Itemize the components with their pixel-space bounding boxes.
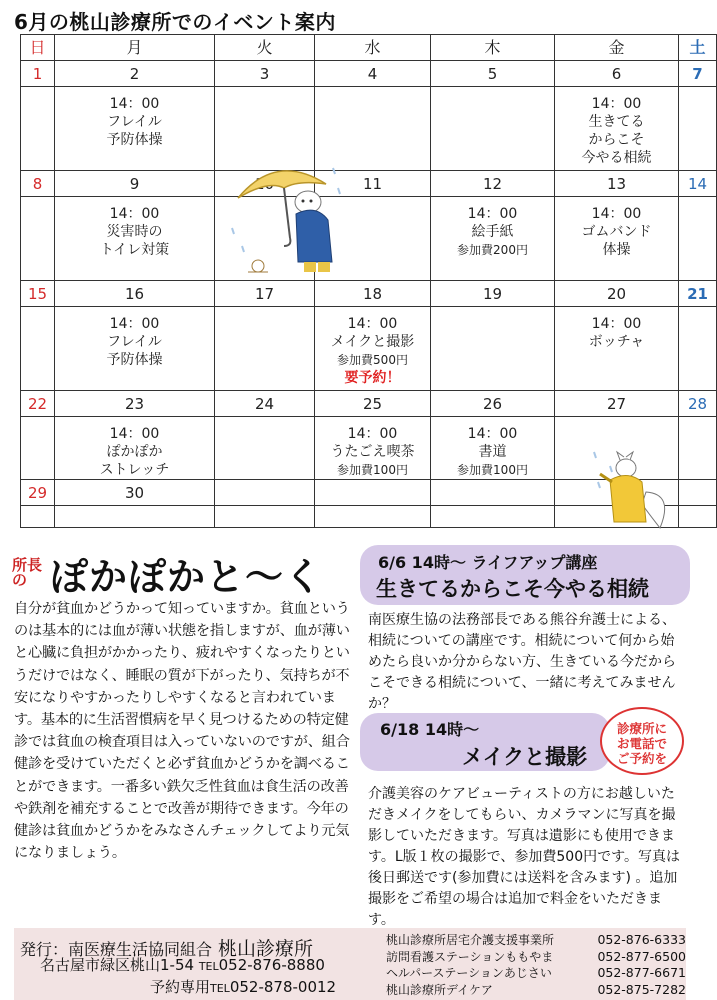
weekday-header: 土 [679,35,717,61]
day-events-cell [679,307,717,391]
day-number: 30 [55,480,215,506]
event-line: 参加費100円 [457,463,528,477]
callout-line: ご予約を [616,751,667,766]
day-events-cell [215,417,315,480]
day-number: 7 [679,61,717,87]
day-events-cell [21,506,55,528]
day-events-cell [679,506,717,528]
day-number: 11 [315,171,431,197]
weekday-header-row [21,35,717,61]
day-number: 17 [215,281,315,307]
event-line: 参加費200円 [457,243,528,257]
event-line: 14：00 [347,426,398,442]
day-number [431,480,555,506]
event-line: 14：00 [591,206,642,222]
event-line: ゴムバンド [581,224,652,240]
event-line: 14：00 [591,316,642,332]
day-number: 24 [215,391,315,417]
column-title-text: ぽかぽかと～く [50,555,324,599]
event-line: フレイル [107,114,162,130]
day-events-cell [431,87,555,171]
week-event-row [21,87,717,171]
week-daynum-row [21,171,717,197]
day-number: 21 [679,281,717,307]
week-daynum-row [21,281,717,307]
day-events-cell [555,307,679,391]
day-number: 1 [21,61,55,87]
tel-number: 052-876-8880 [218,956,325,974]
weekday-header: 木 [431,35,555,61]
day-number: 19 [431,281,555,307]
week-daynum-row [21,61,717,87]
tel-label: TEL [198,960,219,973]
weekday-header: 金 [555,35,679,61]
callout-line: 診療所に [616,721,667,736]
day-events-cell [431,506,555,528]
address: 名古屋市緑区桃山1-54 [40,956,195,974]
day-events-cell [679,197,717,281]
day-events-cell [21,87,55,171]
day-events-cell [679,417,717,480]
column-title [10,544,350,600]
column-prefix: 所長の [12,556,43,589]
day-number: 6 [555,61,679,87]
reserve-label: 予約専用 [150,978,211,996]
day-number: 22 [21,391,55,417]
day-number: 9 [55,171,215,197]
event2-date: 6/18 14時～ [380,720,480,739]
event1-title: 生きてるからこそ今やる相続 [376,577,649,601]
day-events-cell [21,417,55,480]
office-name: 桃山診療所デイケア [386,982,493,997]
event-line: 予防体操 [106,352,163,368]
day-number [679,480,717,506]
day-events-cell [315,506,431,528]
umbrella-bear-illustration [228,158,348,280]
day-number: 18 [315,281,431,307]
day-number: 13 [555,171,679,197]
event-line: 絵手紙 [471,224,514,240]
tel-label: TEL [210,982,230,995]
day-events-cell [21,197,55,281]
day-events-cell [55,307,215,391]
day-events-cell [21,307,55,391]
event-line: ぽかぽか [106,444,163,460]
day-number: 28 [679,391,717,417]
office-list [386,932,686,998]
day-number [315,480,431,506]
event-line: うたごえ喫茶 [330,444,415,460]
day-number: 4 [315,61,431,87]
weekday-header: 水 [315,35,431,61]
footer-reserve-line [150,976,336,997]
event-line: ボッチャ [588,334,645,350]
footer-address-line [40,954,325,975]
day-events-cell [679,87,717,171]
event-line: メイクと撮影 [330,334,415,350]
day-events-cell [431,197,555,281]
day-events-cell [431,417,555,480]
office-name: 訪問看護ステーションももやま [386,949,554,964]
day-events-cell [215,506,315,528]
event1-date: 6/6 14時～ ライフアップ講座 [378,553,598,572]
week-daynum-row [21,391,717,417]
day-number: 26 [431,391,555,417]
weekday-header: 火 [215,35,315,61]
day-events-cell [55,506,215,528]
publisher-name: 発行：南医療生活協同組合 [20,940,213,959]
day-number: 5 [431,61,555,87]
office-row [386,932,686,949]
event-line: 14：00 [109,316,160,332]
event-line: トイレ対策 [99,242,170,258]
fox-raincoat-illustration [590,430,670,534]
day-number: 8 [21,171,55,197]
office-tel: 052-877-6671 [597,965,686,980]
day-number: 16 [55,281,215,307]
office-row [386,965,686,982]
day-events-cell [55,87,215,171]
office-row [386,949,686,966]
reservation-callout [600,707,684,775]
day-events-cell [55,197,215,281]
reserve-tel: 052-878-0012 [229,978,337,996]
day-number: 25 [315,391,431,417]
day-events-cell [215,307,315,391]
event-line: 今やる相続 [581,150,652,166]
event-line: 書道 [478,444,507,460]
event-line: 災害時の [106,224,163,240]
day-number: 20 [555,281,679,307]
event-line: 14：00 [467,426,518,442]
day-number: 15 [21,281,55,307]
day-events-cell [55,417,215,480]
clinic-name: 桃山診療所 [218,938,314,960]
day-number: 14 [679,171,717,197]
event2-description: 介護美容のケアビューティストの方にお越しいただきメイクをしてもらい、カメラマンに写真を撮影していただきます。写真は遺影にも使用できます。L版１枚の撮影で、参加費500円です。写真は後日郵送です(参加費には送料を含みます) 。追加撮影をご希望の場合は追加で料金をいただきます。 [368,786,681,928]
column-body: 自分が貧血かどうかって知っていますか。貧血というのは基本的には血が薄い状態を指しますが、血が薄いと心臓に負担がかかったり、疲れやすくなったりというだけではなく、睡眠の質が下がったり、気持ちが不安になりやすかったりしやすくなると言われています。基本的に生活習慣病を早く見つけるための特定健診では貧血の検査項目は入っていないのですが、組合健診を受けていただくと必ず貧血かどうかを調べることができます。一番多い鉄欠乏性貧血は食生活の改善や鉄剤を補充することで改善が期待できます。今年の健診は貧血かどうかをみなさんチェックしてより元気になりましょう。 [14,601,350,862]
event-line: 14：00 [591,96,642,112]
day-events-cell [431,307,555,391]
event2-title: メイクと撮影 [462,745,588,769]
office-name: 桃山診療所居宅介護支援事業所 [386,933,555,947]
day-number: 12 [431,171,555,197]
event-line: ストレッチ [99,462,170,478]
office-row [386,982,686,999]
office-tel: 052-875-7282 [597,981,686,997]
day-number: 3 [215,61,315,87]
page-title: 6月の桃山診療所でのイベント案内 [14,10,336,34]
event-line: 予防体操 [106,132,163,148]
event-line: 14：00 [109,96,160,112]
event-line: 参加費500円 [337,353,408,367]
event-line: 生きてる [588,114,645,130]
event1-description: 南医療生協の法務部長である熊谷弁護士による、相続についての講座です。相続について何から始めたら良いか分からない方、生きている今だからこそできる相続について、一緒に考えてみませんか？ [368,612,676,712]
day-events-cell [315,307,431,391]
day-number: 29 [21,480,55,506]
event-line: 14：00 [109,206,160,222]
day-number: 23 [55,391,215,417]
event-line: 14：00 [347,316,398,332]
event-line: からこそ [588,132,645,148]
office-name: ヘルパーステーションあじさい [386,966,552,980]
event-line: 14：00 [467,206,518,222]
event-line: 体操 [602,242,631,258]
day-number [215,480,315,506]
day-number: 27 [555,391,679,417]
weekday-header: 月 [55,35,215,61]
week-event-row [21,307,717,391]
event-line: フレイル [107,334,162,350]
day-number: 2 [55,61,215,87]
day-events-cell [555,87,679,171]
office-tel: 052-877-6500 [597,948,686,964]
event-line: 14：00 [109,426,160,442]
week-event-row [21,197,717,281]
weekday-header: 日 [21,35,55,61]
event-line: 参加費100円 [337,463,408,477]
event-line: 要予約！ [344,370,401,386]
office-tel: 052-876-6333 [597,932,686,947]
day-events-cell [555,197,679,281]
callout-line: お電話で [616,736,667,751]
day-events-cell [315,417,431,480]
